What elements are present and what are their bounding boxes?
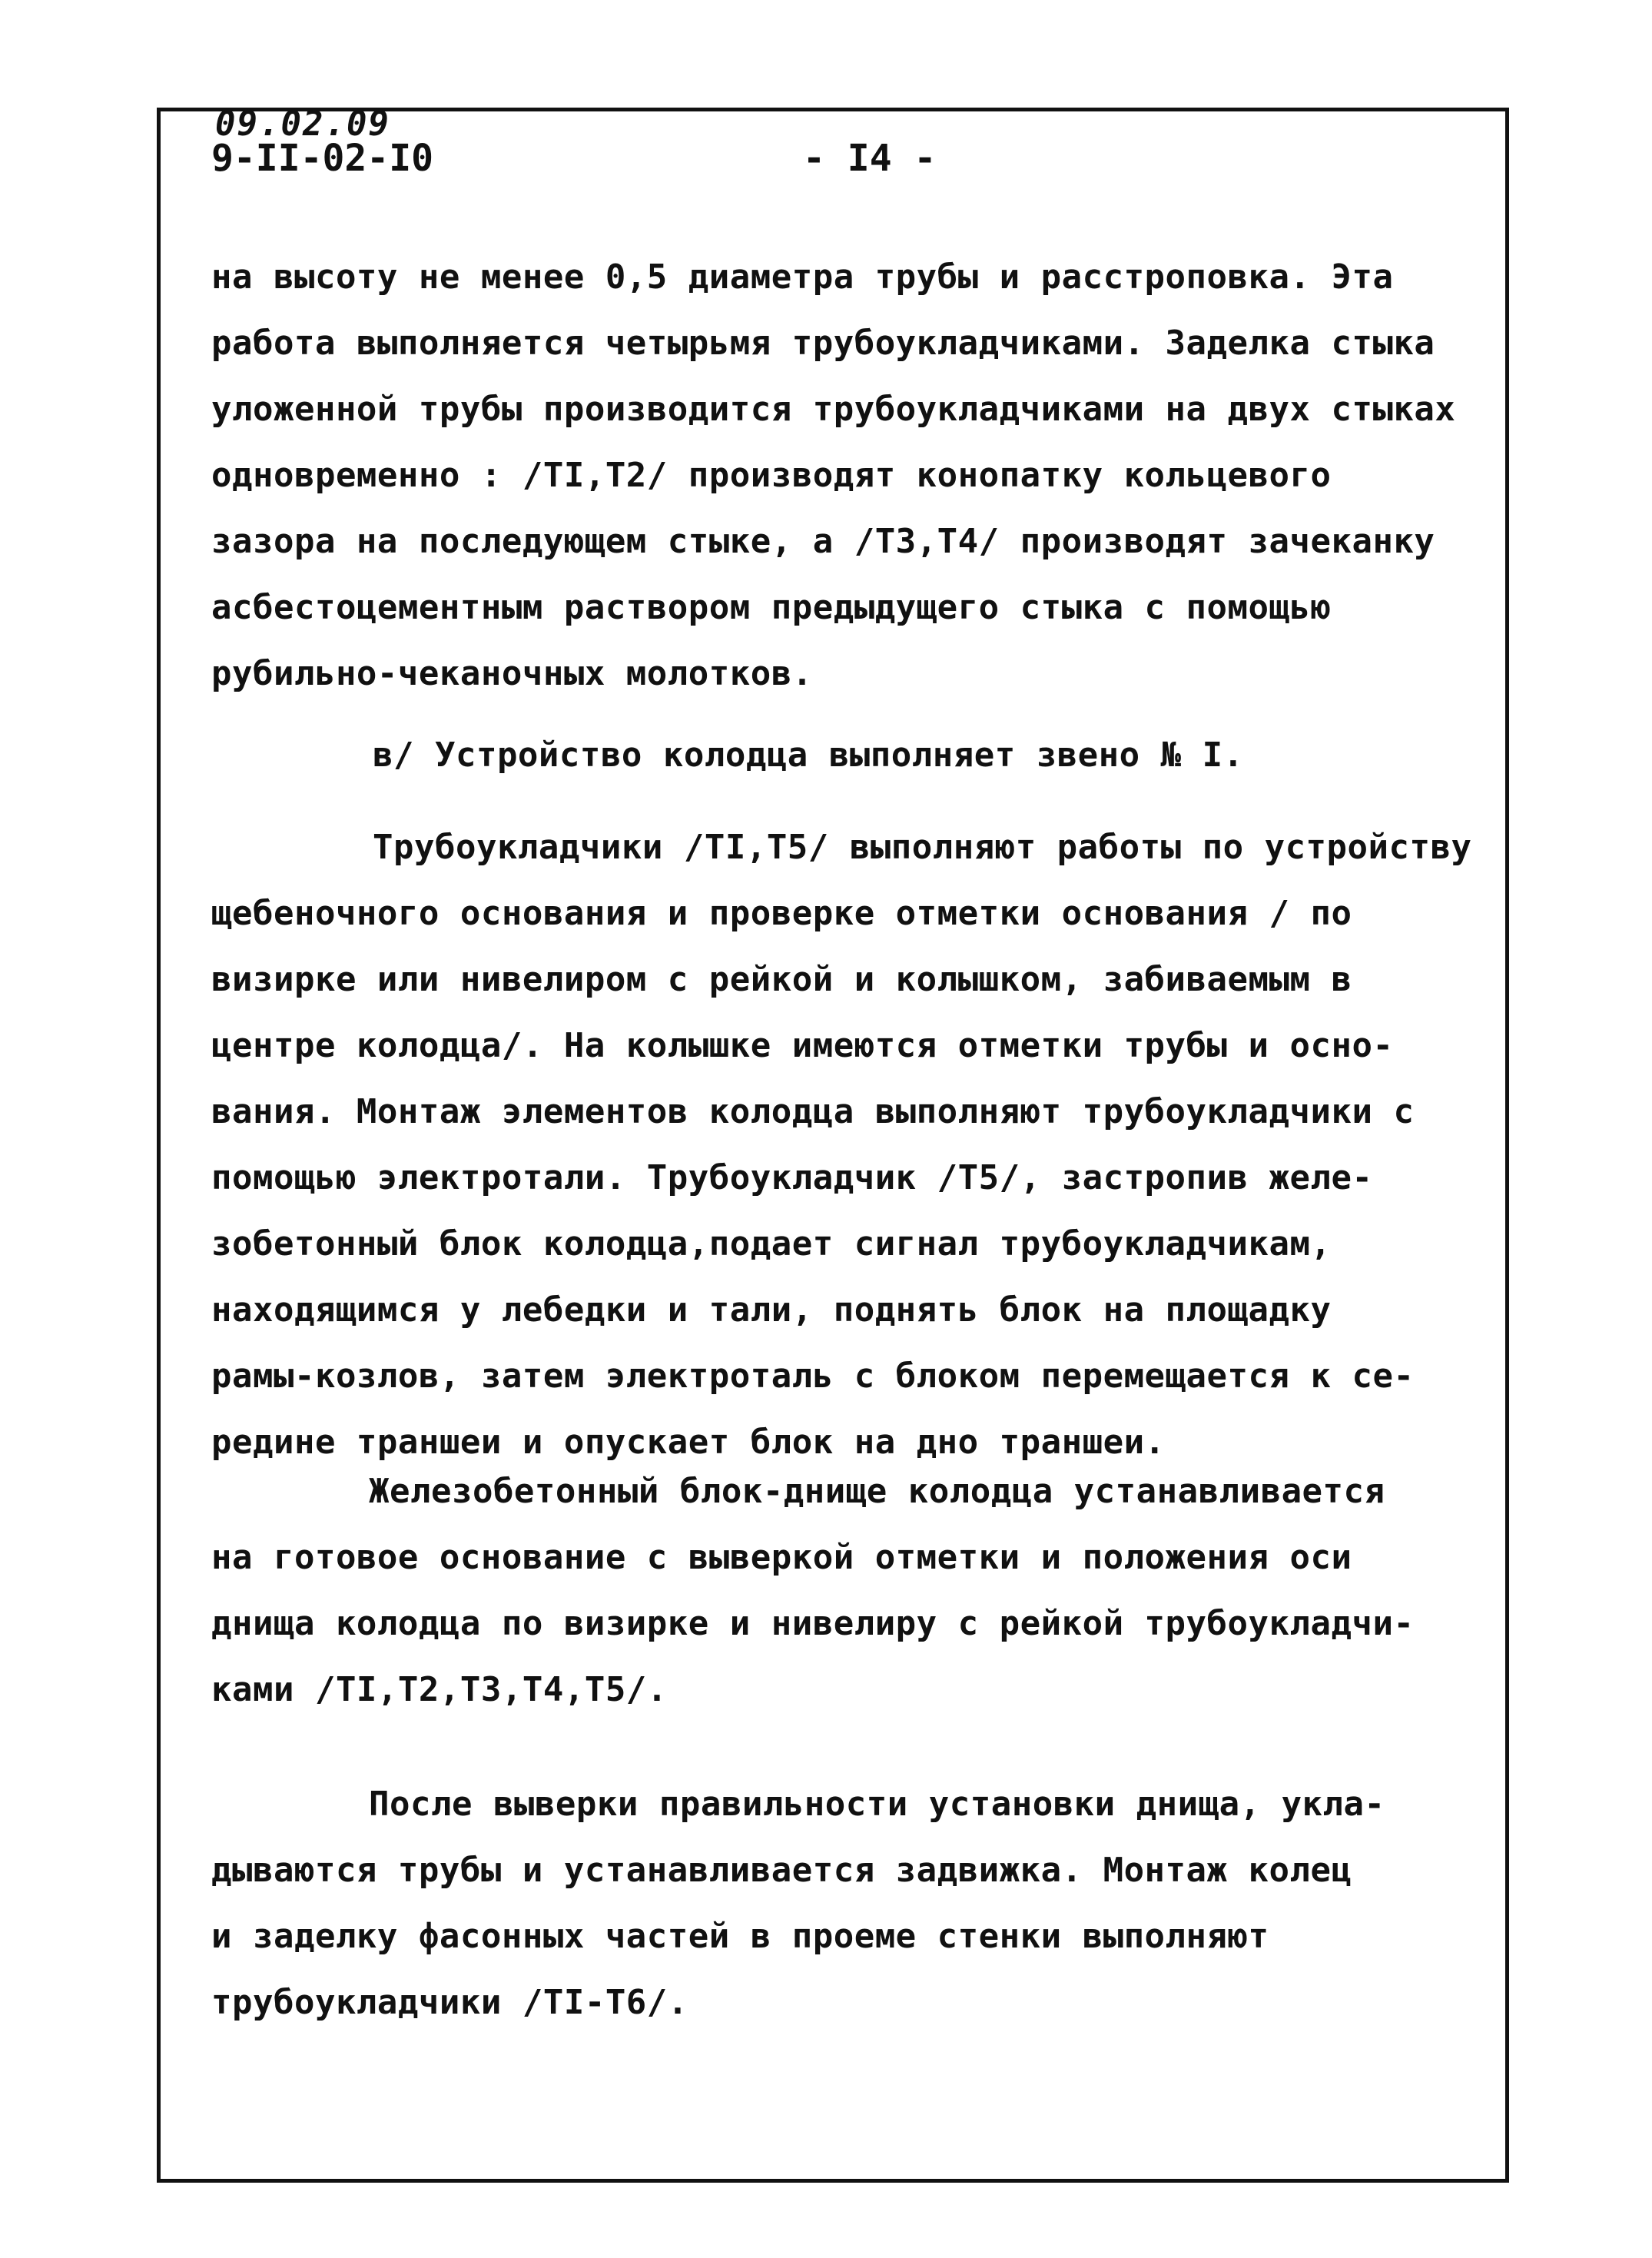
text-line: Железобетонный блок-днище колодца устанавливается bbox=[369, 1472, 1385, 1511]
text-line: зазора на последующем стыке, а /T3,T4/ производят зачеканку bbox=[211, 522, 1435, 561]
text-line: редине траншеи и опускает блок на дно траншеи. bbox=[211, 1423, 1166, 1462]
text-line: днища колодца по визирке и нивелиру с рейкой трубоукладчи- bbox=[211, 1604, 1415, 1643]
text-line: на готовое основание с выверкой отметки и положения оси bbox=[211, 1538, 1352, 1577]
text-line: трубоукладчики /TI-T6/. bbox=[211, 1983, 688, 2022]
text-line: щебеночного основания и проверке отметки основания / по bbox=[211, 894, 1352, 933]
text-line: центре колодца/. На колышке имеются отметки трубы и осно- bbox=[211, 1026, 1394, 1065]
text-line: рубильно-чеканочных молотков. bbox=[211, 654, 813, 693]
text-line: рамы-козлов, затем электроталь с блоком перемещается к се- bbox=[211, 1356, 1415, 1396]
text-line: Трубоукладчики /TI,T5/ выполняют работы по устройству bbox=[373, 828, 1472, 867]
text-line: асбестоцементным раствором предыдущего стыка с помощью bbox=[211, 588, 1332, 627]
text-line: После выверки правильности установки днища, укла- bbox=[369, 1785, 1385, 1824]
text-line: вания. Монтаж элементов колодца выполняют трубоукладчики с bbox=[211, 1092, 1415, 1131]
header-date: 09.02.09 bbox=[215, 105, 390, 144]
text-line: и заделку фасонных частей в проеме стенки выполняют bbox=[211, 1917, 1269, 1956]
text-line: работа выполняется четырьмя трубоукладчиками. Заделка стыка bbox=[211, 324, 1435, 363]
section-heading-v bbox=[211, 722, 1471, 789]
text-line: визирке или нивелиром с рейкой и колышком, забиваемым в bbox=[211, 960, 1352, 999]
page-number: - I4 - bbox=[803, 137, 937, 180]
paragraph-1 bbox=[211, 244, 1471, 707]
document-code: 9-II-02-I0 bbox=[211, 137, 433, 180]
text-line: одновременно : /TI,T2/ производят конопатку кольцевого bbox=[211, 456, 1332, 495]
text-line: находящимся у лебедки и тали, поднять блок на площадку bbox=[211, 1290, 1332, 1330]
text-line: уложенной трубы производится трубоукладчиками на двух стыках bbox=[211, 390, 1456, 429]
text-line: ками /TI,T2,T3,T4,T5/. bbox=[211, 1670, 668, 1709]
text-line: зобетонный блок колодца,подает сигнал трубоукладчикам, bbox=[211, 1224, 1332, 1263]
paragraph-3 bbox=[211, 815, 1471, 1476]
text-line: помощью электротали. Трубоукладчик /T5/, застропив желе- bbox=[211, 1158, 1373, 1197]
text-line: на высоту не менее 0,5 диаметра трубы и расстроповка. Эта bbox=[211, 257, 1394, 297]
text-line: дываются трубы и устанавливается задвижка. Монтаж колец bbox=[211, 1851, 1352, 1890]
paragraph-5 bbox=[211, 1772, 1471, 2036]
section-heading: в/ Устройство колодца выполняет звено № I. bbox=[373, 736, 1244, 775]
paragraph-4 bbox=[211, 1459, 1471, 1723]
